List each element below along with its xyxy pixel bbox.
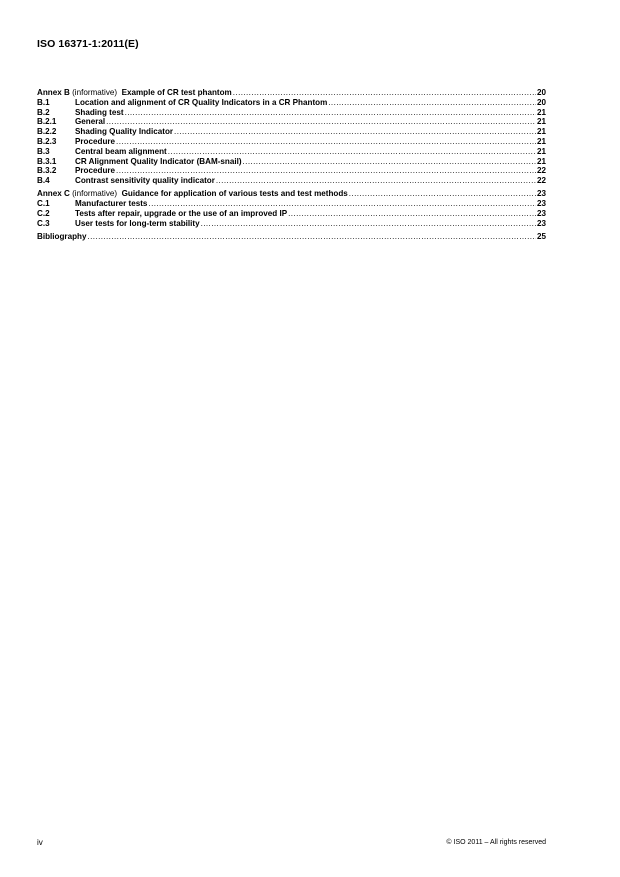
toc-leader-dots bbox=[87, 232, 536, 242]
toc-entry-number: C.2 bbox=[37, 208, 50, 218]
toc-entry-title: Example of CR test phantom bbox=[121, 88, 232, 97]
toc-entry-b-1[interactable] bbox=[37, 98, 546, 108]
toc-entry-c-3[interactable] bbox=[37, 219, 546, 229]
toc-entry-page: 20 bbox=[536, 97, 546, 107]
toc-leader-dots bbox=[201, 219, 536, 229]
toc-entry-b-3[interactable] bbox=[37, 147, 546, 157]
toc-entry-title: Procedure bbox=[75, 136, 116, 146]
toc-leader-dots bbox=[148, 199, 536, 209]
document-id-header: ISO 16371-1:2011(E) bbox=[37, 38, 139, 50]
table-of-contents bbox=[37, 88, 546, 242]
toc-leader-dots bbox=[116, 137, 536, 147]
toc-entry-number: B.1 bbox=[37, 97, 50, 107]
toc-entry-number: B.2.2 bbox=[37, 127, 57, 137]
page-number: iv bbox=[37, 838, 43, 847]
toc-entry-number: C.1 bbox=[37, 199, 50, 209]
copyright-notice: © ISO 2011 – All rights reserved bbox=[446, 839, 546, 846]
toc-leader-dots bbox=[288, 209, 536, 219]
toc-entry-number: B.3.1 bbox=[37, 156, 57, 166]
toc-entry-page: 25 bbox=[536, 231, 546, 241]
toc-entry-title: Shading Quality Indicator bbox=[75, 127, 174, 137]
toc-entry-b-2-3[interactable] bbox=[37, 137, 546, 147]
toc-entry-page: 21 bbox=[536, 107, 546, 117]
toc-entry-title: Manufacturer tests bbox=[75, 199, 148, 209]
toc-leader-dots bbox=[125, 108, 536, 118]
toc-entry-note: (informative) bbox=[72, 88, 118, 97]
toc-entry-page: 20 bbox=[536, 88, 546, 97]
toc-entry-number: C.3 bbox=[37, 218, 50, 228]
toc-entry-b-3-1[interactable] bbox=[37, 157, 546, 167]
toc-leader-dots bbox=[349, 189, 536, 199]
toc-entry-number: B.2.1 bbox=[37, 117, 57, 127]
toc-entry-number: B.3 bbox=[37, 146, 50, 156]
toc-leader-dots bbox=[168, 147, 536, 157]
toc-entry-page: 23 bbox=[536, 208, 546, 218]
toc-entry-title: Procedure bbox=[75, 166, 116, 176]
toc-entry-number: B.2.3 bbox=[37, 136, 57, 146]
toc-entry-page: 23 bbox=[536, 189, 546, 199]
toc-entry-page: 22 bbox=[536, 166, 546, 176]
toc-entry-title: Location and alignment of CR Quality Indicators in a CR Phantom bbox=[75, 97, 328, 107]
toc-entry-page: 21 bbox=[536, 136, 546, 146]
toc-entry-title: Central beam alignment bbox=[75, 146, 167, 156]
toc-entry-title: CR Alignment Quality Indicator (BAM-snail) bbox=[75, 156, 242, 166]
toc-entry-number: B.3.2 bbox=[37, 166, 57, 176]
toc-entry-title: Shading test bbox=[75, 107, 124, 117]
toc-entry-title: Contrast sensitivity quality indicator bbox=[75, 176, 215, 186]
toc-entry-number: Annex C bbox=[37, 189, 70, 199]
toc-entry-bibliography[interactable] bbox=[37, 232, 546, 242]
toc-entry-b-3-2[interactable] bbox=[37, 166, 546, 176]
toc-entry-page: 21 bbox=[536, 127, 546, 137]
toc-entry-number: B.2 bbox=[37, 107, 50, 117]
toc-entry-title: User tests for long-term stability bbox=[75, 218, 200, 228]
toc-entry-page: 23 bbox=[536, 218, 546, 228]
toc-entry-annex-c[interactable] bbox=[37, 189, 546, 199]
toc-entry-b-2[interactable] bbox=[37, 108, 546, 118]
toc-entry-b-4[interactable] bbox=[37, 176, 546, 186]
toc-entry-title: Guidance for application of various tests and test methods bbox=[121, 189, 348, 199]
toc-leader-dots bbox=[174, 127, 536, 137]
toc-entry-number: Annex B bbox=[37, 88, 70, 97]
toc-entry-title: Tests after repair, upgrade or the use of an improved IP bbox=[75, 208, 288, 218]
toc-entry-page: 23 bbox=[536, 199, 546, 209]
toc-entry-page: 22 bbox=[536, 176, 546, 186]
toc-entry-page: 21 bbox=[536, 117, 546, 127]
toc-leader-dots bbox=[328, 98, 536, 108]
toc-entry-page: 21 bbox=[536, 146, 546, 156]
toc-entry-title-group bbox=[70, 88, 232, 98]
toc-entry-c-1[interactable] bbox=[37, 199, 546, 209]
toc-entry-title: Bibliography bbox=[37, 231, 87, 241]
toc-entry-title-group bbox=[70, 189, 348, 199]
toc-entry-page: 21 bbox=[536, 156, 546, 166]
toc-leader-dots bbox=[216, 176, 536, 186]
toc-entry-b-2-2[interactable] bbox=[37, 127, 546, 137]
toc-entry-c-2[interactable] bbox=[37, 209, 546, 219]
toc-entry-note: (informative) bbox=[72, 189, 118, 199]
toc-entry-number: B.4 bbox=[37, 176, 50, 186]
toc-entry-annex-b[interactable] bbox=[37, 88, 546, 98]
toc-leader-dots bbox=[116, 166, 536, 176]
toc-leader-dots bbox=[243, 157, 536, 167]
toc-entry-b-2-1[interactable] bbox=[37, 117, 546, 127]
toc-leader-dots bbox=[233, 88, 536, 98]
toc-entry-title: General bbox=[75, 117, 106, 127]
toc-leader-dots bbox=[106, 117, 536, 127]
